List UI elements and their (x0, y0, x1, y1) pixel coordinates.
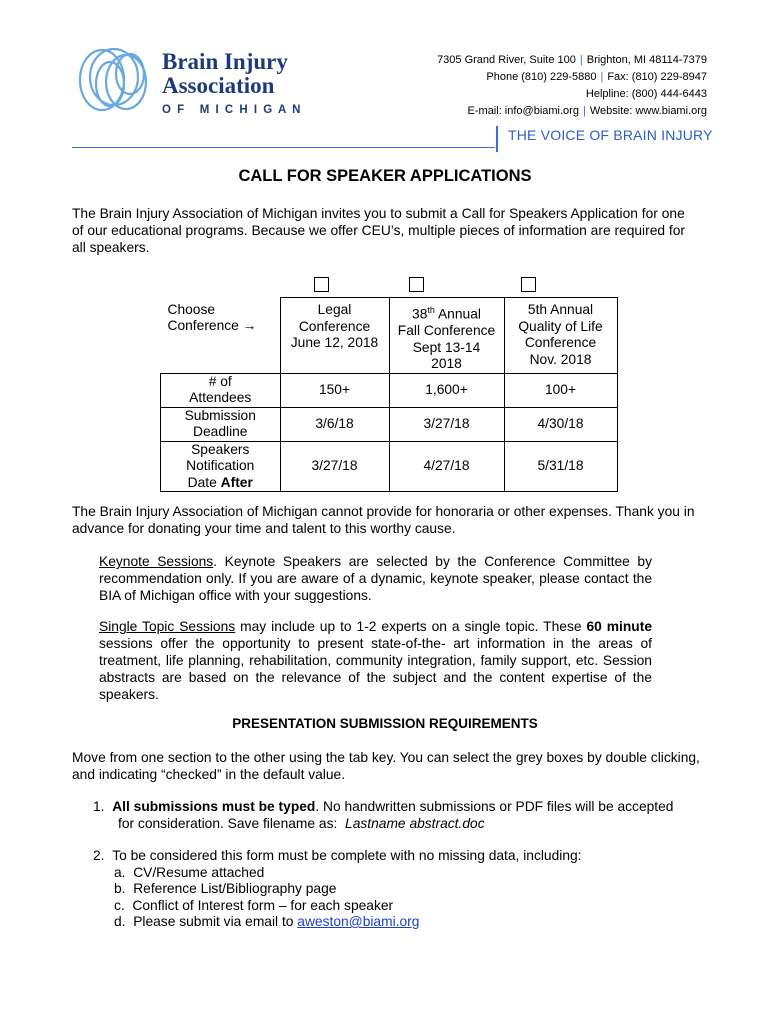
phone: Phone (810) 229-5880 (486, 71, 597, 83)
email-link[interactable]: aweston@biami.org (297, 914, 420, 929)
checkbox-legal-conference[interactable] (314, 277, 329, 292)
table-cell: 150+ (280, 373, 389, 407)
table-cell: 4/30/18 (504, 407, 617, 441)
logo-swirl-icon (70, 44, 160, 122)
checkbox-quality-of-life[interactable] (521, 277, 536, 292)
single-topic-paragraph: Single Topic Sessions may include up to 1-2 experts on a single topic. These 60 minute sessions offer the opportunity to present state-of-the- art information in the areas of treatment, life planning, rehabilitation, community integration, family support, etc. Session abstracts are based on the relevance of the subject and the content expertise of the speakers. (99, 619, 652, 702)
table-cell: 1,600+ (389, 373, 504, 407)
table-row (161, 407, 618, 441)
honoraria-paragraph: The Brain Injury Association of Michigan cannot provide for honoraria or other expenses. Thank you in advance for donating your time and talent to this worthy cause. (72, 504, 695, 536)
table-cell: 5/31/18 (504, 441, 617, 492)
conference-header-fall: 38th Annual Fall Conference Sept 13-14 2018 (389, 298, 504, 374)
table-cell: 3/27/18 (280, 441, 389, 492)
checkbox-fall-conference[interactable] (409, 277, 424, 292)
keynote-heading: Keynote Sessions (99, 554, 214, 569)
table-cell: 3/6/18 (280, 407, 389, 441)
table-cell: 3/27/18 (389, 407, 504, 441)
page-title: CALL FOR SPEAKER APPLICATIONS (238, 167, 532, 185)
contact-info: 7305 Grand River, Suite 100 | Brighton, MI 48114-7379 Phone (810) 229-5880 | Fax: (810) 229-8947 Helpline: (800) 444-6443 E-mail: info@biami.org | Website: www.biami.org (437, 54, 707, 117)
sub-item: c. Conflict of Interest form – for each speaker (114, 897, 394, 913)
row-label-attendees: # of Attendees (161, 373, 281, 407)
tagline: THE VOICE OF BRAIN INJURY (508, 127, 713, 143)
keynote-paragraph: Keynote Sessions. Keynote Speakers are selected by the Conference Committee by recommendation only. If you are aware of a dynamic, keynote speaker, please contact the BIA of Michigan office with your suggestions. (99, 554, 652, 603)
tagline-divider (496, 126, 498, 152)
sub-item: a. CV/Resume attached (114, 864, 265, 880)
list-item: 1. All submissions must be typed. No handwritten submissions or PDF files will be accepted for consideration. Save filename as: Lastname abstract.doc (93, 799, 674, 831)
header-rule (72, 147, 495, 148)
requirements-heading: PRESENTATION SUBMISSION REQUIREMENTS (232, 716, 538, 731)
logo-line-2: Association (162, 73, 275, 98)
table-cell: 4/27/18 (389, 441, 504, 492)
logo (70, 44, 320, 122)
intro-paragraph: The Brain Injury Association of Michigan invites you to submit a Call for Speakers Application for one of our educational programs. Because we offer CEU’s, multiple pieces of information are required for all speakers. (72, 206, 685, 255)
table-row (161, 373, 618, 407)
table-row (161, 441, 618, 492)
conference-header-quality: 5th Annual Quality of Life Conference Nov. 2018 (504, 298, 617, 374)
logo-line-1: Brain Injury (162, 49, 288, 74)
website: Website: www.biami.org (589, 105, 707, 117)
row-label-deadline: Submission Deadline (161, 407, 281, 441)
instructions-paragraph: Move from one section to the other using the tab key. You can select the grey boxes by double clicking, and indicating “checked” in the default value. (72, 750, 700, 782)
conference-table (160, 297, 618, 492)
sub-item: d. Please submit via email to aweston@biami.org (114, 914, 420, 929)
single-topic-heading: Single Topic Sessions (99, 619, 236, 634)
address-city: Brighton, MI 48114-7379 (586, 54, 707, 66)
list-item: 2. To be considered this form must be complete with no missing data, including: a. CV/Resume attached b. Reference List/Bibliography page c. Conflict of Interest form – for each speaker d. Please submit via email to aweston@biami.org (93, 848, 582, 929)
conference-header-legal: Legal Conference June 12, 2018 (280, 298, 389, 374)
table-cell: 100+ (504, 373, 617, 407)
sub-item: b. Reference List/Bibliography page (114, 881, 337, 896)
row-label-notification: Speakers Notification Date After (161, 441, 281, 492)
address-street: 7305 Grand River, Suite 100 (437, 54, 576, 66)
fax: Fax: (810) 229-8947 (607, 71, 707, 83)
helpline: Helpline: (800) 444-6443 (585, 88, 707, 100)
logo-line-3: O F M I C H I G A N (162, 104, 302, 116)
email: E-mail: info@biami.org (467, 105, 579, 117)
choose-conference-label: Choose Conference → (167, 301, 257, 333)
